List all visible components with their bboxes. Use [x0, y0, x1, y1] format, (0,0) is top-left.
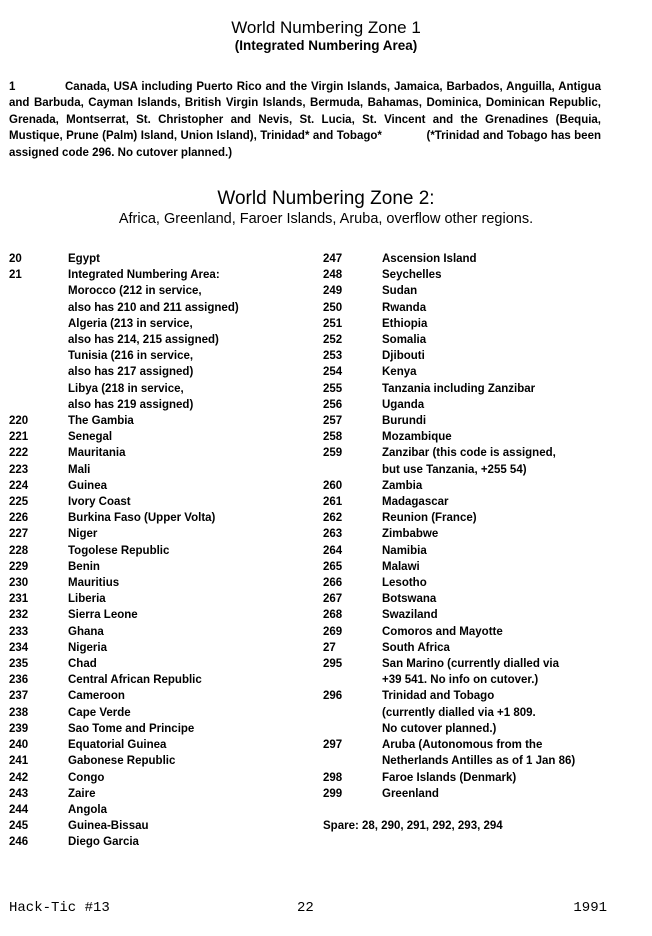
country-code: 238 [9, 706, 29, 719]
country-code [9, 332, 68, 348]
country-name: No cutover planned.) [382, 722, 497, 735]
country-name: Central African Republic [68, 674, 202, 687]
code-entry-row [323, 316, 633, 332]
country-name: Burkina Faso (Upper Volta) [68, 512, 216, 525]
code-entry-row [323, 786, 633, 802]
country-name: Morocco (212 in service, [68, 285, 202, 298]
code-entry-row [323, 624, 633, 640]
code-entry-row [9, 316, 309, 332]
country-code: 295 [323, 658, 343, 671]
country-code: 254 [323, 366, 343, 379]
country-name: Benin [68, 560, 100, 573]
country-name: Kenya [382, 366, 417, 379]
country-code: 252 [323, 334, 343, 347]
code-entry-row [323, 445, 633, 461]
code-entry-row [323, 510, 633, 526]
code-entry-row [323, 656, 633, 672]
code-entry-row [9, 397, 309, 413]
country-name: Reunion (France) [382, 512, 477, 525]
code-entry-row [323, 737, 633, 753]
code-entry-row [323, 429, 633, 445]
code-entry-row [323, 283, 633, 299]
footer-year: 1991 [573, 900, 607, 916]
code-entry-row [9, 300, 309, 316]
code-entry-row [9, 267, 309, 283]
code-entry-row [9, 802, 309, 818]
country-code: 267 [323, 593, 343, 606]
country-name: Djibouti [382, 350, 425, 363]
country-name: Integrated Numbering Area: [68, 269, 220, 282]
country-code: 266 [323, 577, 343, 590]
country-code: 249 [323, 285, 343, 298]
code-entry-row [323, 591, 633, 607]
code-entry-row [9, 705, 309, 721]
country-code: 231 [9, 593, 29, 606]
country-code: 244 [9, 803, 29, 816]
country-code: 20 [9, 253, 22, 265]
code-entry-row [9, 251, 309, 267]
country-code [323, 462, 382, 478]
code-entry-row [323, 575, 633, 591]
country-code [9, 300, 68, 316]
country-code: 243 [9, 787, 29, 800]
country-code: 239 [9, 722, 29, 735]
country-name: Tunisia (216 in service, [68, 350, 194, 363]
code-entry-row [9, 721, 309, 737]
country-code [9, 348, 68, 364]
code-entry-row [9, 445, 309, 461]
country-code: 230 [9, 577, 29, 590]
zone1-paragraph [9, 79, 601, 161]
country-name: Niger [68, 528, 98, 541]
country-name: Equatorial Guinea [68, 739, 167, 752]
country-name: San Marino (currently dialled via [382, 658, 560, 671]
code-entry-row [323, 705, 633, 721]
code-entry-row [323, 672, 633, 688]
code-entry-row [9, 786, 309, 802]
country-name: Zambia [382, 479, 423, 492]
country-code [9, 316, 68, 332]
country-code: 237 [9, 690, 29, 703]
country-name: Ghana [68, 625, 104, 638]
country-code: 298 [323, 771, 343, 784]
country-code: 260 [323, 479, 343, 492]
country-code: 245 [9, 820, 29, 833]
code-entry-row [9, 607, 309, 623]
code-entry-row [9, 526, 309, 542]
country-code: 299 [323, 787, 343, 800]
country-name: Cameroon [68, 690, 125, 703]
country-name: Lesotho [382, 577, 427, 590]
country-code: 251 [323, 317, 343, 330]
country-code: 297 [323, 739, 343, 752]
code-entry-row [9, 575, 309, 591]
zone2-left-column [9, 251, 309, 851]
country-name: Ivory Coast [68, 496, 131, 509]
country-name: South Africa [382, 641, 450, 654]
country-name: (currently dialled via +1 809. [382, 706, 536, 719]
country-name: Trinidad and Tobago [382, 690, 495, 703]
country-code: 228 [9, 544, 29, 557]
country-name: Mali [68, 463, 91, 476]
zone1-title: World Numbering Zone 1 [231, 18, 421, 37]
country-code: 227 [9, 528, 29, 541]
code-entry-row [9, 624, 309, 640]
code-entry-row [9, 510, 309, 526]
country-code: 236 [9, 674, 29, 687]
code-entry-row [323, 526, 633, 542]
page-footer [9, 900, 607, 920]
country-code: 229 [9, 560, 29, 573]
code-entry-row [9, 429, 309, 445]
country-name: Netherlands Antilles as of 1 Jan 86) [382, 755, 576, 768]
code-entry-row [323, 478, 633, 494]
country-name: Sudan [382, 285, 418, 298]
country-code: 256 [323, 398, 343, 411]
country-code: 235 [9, 658, 29, 671]
country-name: Uganda [382, 398, 425, 411]
code-entry-row [323, 300, 633, 316]
country-name: +39 541. No info on cutover.) [382, 674, 539, 687]
country-name: Somalia [382, 334, 427, 347]
country-name: Senegal [68, 431, 113, 444]
country-name: Guinea-Bissau [68, 820, 149, 833]
code-entry-row [9, 364, 309, 380]
country-name: Guinea [68, 479, 107, 492]
country-name: also has 217 assigned) [68, 366, 194, 379]
country-code: 242 [9, 771, 29, 784]
country-code [323, 753, 382, 769]
country-code: 250 [323, 301, 343, 314]
country-code: 27 [323, 641, 336, 654]
code-entry-row [323, 348, 633, 364]
code-entry-row [323, 770, 633, 786]
code-entry-row [323, 462, 633, 478]
zone1-note: (*Trinidad and Tobago has been assigned code 296. No cutover planned.) [9, 130, 601, 159]
country-code: 232 [9, 609, 29, 622]
country-name: Aruba (Autonomous from the [382, 739, 543, 752]
country-code: 269 [323, 625, 343, 638]
country-name: Malawi [382, 560, 420, 573]
code-entry-row [9, 818, 309, 834]
code-entry-row [9, 656, 309, 672]
country-name: Sao Tome and Principe [68, 722, 195, 735]
country-name: also has 219 assigned) [68, 398, 194, 411]
zone2-right-rows [323, 251, 633, 802]
country-code: 221 [9, 431, 29, 444]
zone2-right-column [323, 251, 633, 834]
country-code: 225 [9, 496, 29, 509]
code-entry-row [9, 834, 309, 850]
country-name: Mauritius [68, 577, 120, 590]
country-code: 296 [323, 690, 343, 703]
footer-page-number: 22 [297, 900, 314, 916]
country-code: 248 [323, 269, 343, 282]
zone2-title: World Numbering Zone 2: [217, 188, 435, 209]
country-name: Chad [68, 658, 97, 671]
country-name: Algeria (213 in service, [68, 317, 193, 330]
code-entry-row [9, 688, 309, 704]
code-entry-row [9, 770, 309, 786]
code-entry-row [323, 607, 633, 623]
zone1-text: Canada, USA including Puerto Rico and the Virgin Islands, Jamaica, Barbados, Anguilla, Antigua and Barbuda, Cayman Islands, British Virgin Islands, Bermuda, Bahamas, Dominica, Dominican Republic, Grenada, Montserrat, St. Christopher and Nevis, St. Lucia, St. Vincent and the Grenadines (Bequia, Mustique, Prune (Palm) Island, Union Island), Trinidad* and Tobago* [9, 81, 601, 143]
code-entry-row [323, 559, 633, 575]
code-entry-row [9, 283, 309, 299]
country-name: Egypt [68, 253, 100, 265]
country-code: 263 [323, 528, 343, 541]
code-entry-row [323, 332, 633, 348]
code-entry-row [323, 640, 633, 656]
country-code: 268 [323, 609, 343, 622]
country-code: 264 [323, 544, 343, 557]
code-entry-row [323, 397, 633, 413]
country-name: Ascension Island [382, 253, 477, 265]
code-entry-row [323, 267, 633, 283]
code-entry-row [323, 251, 633, 267]
code-entry-row [323, 543, 633, 559]
country-code: 255 [323, 382, 343, 395]
country-name: Libya (218 in service, [68, 382, 184, 395]
code-entry-row [9, 381, 309, 397]
code-entry-row [9, 494, 309, 510]
country-name: Zanzibar (this code is assigned, [382, 447, 556, 460]
code-entry-row [323, 364, 633, 380]
code-entry-row [9, 672, 309, 688]
country-name: Zaire [68, 787, 96, 800]
country-code: 247 [323, 253, 343, 265]
code-entry-row [323, 753, 633, 769]
country-code [9, 397, 68, 413]
country-name: Nigeria [68, 641, 107, 654]
country-name: Mauritania [68, 447, 126, 460]
country-code: 261 [323, 496, 343, 509]
country-code: 223 [9, 463, 29, 476]
country-code [323, 705, 382, 721]
code-entry-row [323, 721, 633, 737]
country-name: Seychelles [382, 269, 442, 282]
country-name: The Gambia [68, 415, 134, 428]
code-entry-row [9, 737, 309, 753]
code-entry-row [323, 688, 633, 704]
zone2-subtitle: Africa, Greenland, Faroer Islands, Aruba, overflow other regions. [118, 211, 534, 227]
code-entry-row [9, 559, 309, 575]
country-code [323, 672, 382, 688]
country-code: 224 [9, 479, 29, 492]
code-entry-row [323, 494, 633, 510]
country-name: Botswana [382, 593, 437, 606]
code-entry-row [9, 591, 309, 607]
country-name: Sierra Leone [68, 609, 138, 622]
code-entry-row [9, 478, 309, 494]
country-name: Ethiopia [382, 317, 428, 330]
country-code: 262 [323, 512, 343, 525]
country-name: Burundi [382, 415, 427, 428]
country-name: but use Tanzania, +255 54) [382, 463, 527, 476]
country-name: Greenland [382, 787, 439, 800]
country-code: 240 [9, 739, 29, 752]
country-code: 246 [9, 836, 29, 849]
code-entry-row [323, 381, 633, 397]
code-entry-row [9, 348, 309, 364]
country-code [9, 381, 68, 397]
country-code: 259 [323, 447, 343, 460]
country-name: Madagascar [382, 496, 449, 509]
code-entry-row [9, 413, 309, 429]
country-code [9, 364, 68, 380]
country-code: 253 [323, 350, 343, 363]
country-name: Congo [68, 771, 105, 784]
country-code: 258 [323, 431, 343, 444]
country-code: 257 [323, 415, 343, 428]
country-name: Gabonese Republic [68, 755, 176, 768]
code-entry-row [9, 753, 309, 769]
country-name: Mozambique [382, 431, 452, 444]
country-code: 21 [9, 269, 22, 282]
country-name: Diego Garcia [68, 836, 139, 849]
country-code: 265 [323, 560, 343, 573]
country-name: Swaziland [382, 609, 438, 622]
country-name: Comoros and Mayotte [382, 625, 503, 638]
zone1-subtitle: (Integrated Numbering Area) [234, 38, 418, 53]
footer-publication: Hack-Tic #13 [9, 900, 110, 916]
code-entry-row [9, 640, 309, 656]
code-entry-row [9, 332, 309, 348]
country-code: 233 [9, 625, 29, 638]
country-name: Angola [68, 803, 107, 816]
code-entry-row [9, 543, 309, 559]
country-name: Faroe Islands (Denmark) [382, 771, 517, 784]
country-code: 220 [9, 415, 29, 428]
country-name: also has 214, 215 assigned) [68, 334, 219, 347]
country-code: 226 [9, 512, 29, 525]
country-name: Tanzania including Zanzibar [382, 382, 536, 395]
country-name: Zimbabwe [382, 528, 439, 541]
country-name: Cape Verde [68, 706, 131, 719]
code-entry-row [323, 413, 633, 429]
country-name: Togolese Republic [68, 544, 170, 557]
code-entry-row [9, 462, 309, 478]
country-name: Rwanda [382, 301, 427, 314]
country-code: 234 [9, 641, 29, 654]
country-code [9, 283, 68, 299]
country-code: 241 [9, 755, 29, 768]
country-code [323, 721, 382, 737]
country-name: Namibia [382, 544, 427, 557]
country-name: Liberia [68, 593, 106, 606]
country-code: 222 [9, 447, 29, 460]
zone1-code: 1 [9, 81, 16, 93]
spare-codes: Spare: 28, 290, 291, 292, 293, 294 [323, 819, 503, 832]
country-name: also has 210 and 211 assigned) [68, 301, 239, 314]
